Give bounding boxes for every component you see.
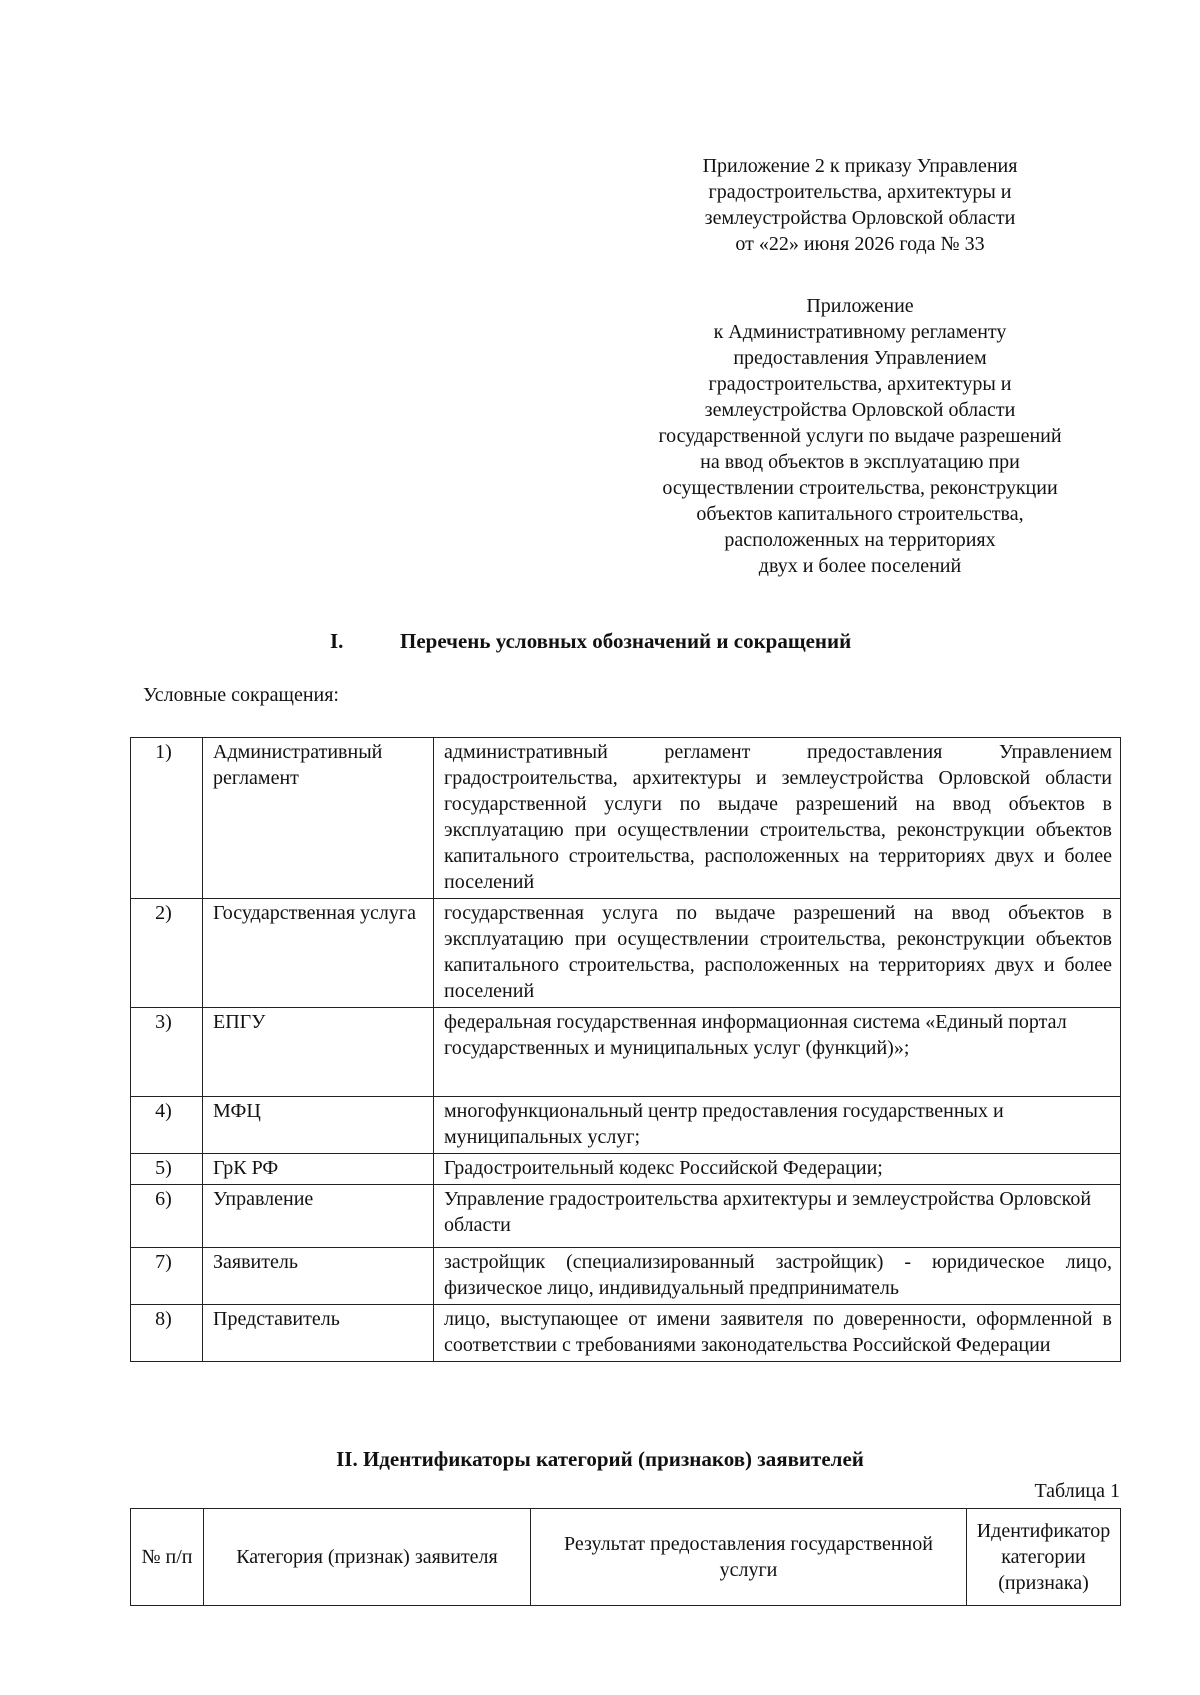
row-term: ЕПГУ [203, 1008, 434, 1097]
annex-line: на ввод объектов в эксплуатацию при [700, 451, 1020, 473]
row-number: 6) [131, 1185, 203, 1248]
row-definition: Управление градостроительства архитектуры и землеустройства Орловской области [434, 1185, 1121, 1248]
row-definition: многофункциональный центр предоставления государственных и муниципальных услуг; [434, 1097, 1121, 1154]
row-term: Административный регламент [203, 738, 434, 899]
abbreviations-table [130, 737, 1121, 1362]
row-term: Представитель [203, 1305, 434, 1362]
abbreviations-intro: Условные сокращения: [143, 684, 339, 706]
table-caption: Таблица 1 [1034, 1480, 1120, 1502]
section1-heading [330, 628, 851, 654]
section1-title: Перечень условных обозначений и сокращений [400, 629, 852, 653]
table-row [131, 1248, 1121, 1305]
row-number: 7) [131, 1248, 203, 1305]
row-term: Государственная услуга [203, 899, 434, 1008]
section1-number: I. [330, 629, 344, 653]
table-header-row [131, 1509, 1121, 1606]
annex-header [610, 293, 1110, 579]
row-definition: государственная услуга по выдаче разрешений на ввод объектов в эксплуатацию при осуществлении строительства, реконструкции объектов капитального строительства, расположенных на территориях двух и более поселений [434, 899, 1121, 1008]
column-header-result: Результат предоставления государственной услуги [531, 1509, 967, 1606]
table-row [131, 1305, 1121, 1362]
row-definition: федеральная государственная информационная система «Единый портал государственных и муниципальных услуг (функций)»; [434, 1008, 1121, 1097]
annex2-header [640, 153, 1080, 257]
row-number: 2) [131, 899, 203, 1008]
annex-line: объектов капитального строительства, [696, 503, 1024, 525]
row-number: 4) [131, 1097, 203, 1154]
table-row [131, 1008, 1121, 1097]
annex-line: Приложение [806, 295, 914, 317]
annex-line: расположенных на территориях [724, 529, 996, 551]
annex-line: градостроительства, архитектуры и [708, 373, 1012, 395]
annex-line: к Административному регламенту [713, 321, 1007, 343]
row-term: ГрК РФ [203, 1154, 434, 1185]
table-row [131, 738, 1121, 899]
column-header-number: № п/п [131, 1509, 204, 1606]
annex2-line: от «22» июня 2026 года № 33 [735, 233, 985, 255]
row-number: 1) [131, 738, 203, 899]
row-definition: административный регламент предоставления Управлением градостроительства, архитектуры и землеустройства Орловской области государственной услуги по выдаче разрешений на ввод объектов в эксплуатацию при осуществлении строительства, реконструкции объектов капитального строительства, расположенных на территориях двух и более поселений [434, 738, 1121, 899]
row-definition: Градостроительный кодекс Российской Федерации; [434, 1154, 1121, 1185]
row-term: Заявитель [203, 1248, 434, 1305]
annex2-line: Приложение 2 к приказу Управления [702, 155, 1018, 177]
table-row [131, 1154, 1121, 1185]
annex-line: осуществлении строительства, реконструкции [662, 477, 1058, 499]
row-definition: застройщик (специализированный застройщик) - юридическое лицо, физическое лицо, индивидуальный предприниматель [434, 1248, 1121, 1305]
table-row [131, 1097, 1121, 1154]
row-term: МФЦ [203, 1097, 434, 1154]
section2-heading: II. Идентификаторы категорий (признаков) заявителей [336, 1447, 864, 1471]
row-definition: лицо, выступающее от имени заявителя по доверенности, оформленной в соответствии с требованиями законодательства Российской Федерации [434, 1305, 1121, 1362]
row-term: Управление [203, 1185, 434, 1248]
column-header-category: Категория (признак) заявителя [204, 1509, 531, 1606]
annex2-line: градостроительства, архитектуры и [708, 181, 1012, 203]
annex-line: землеустройства Орловской области [704, 399, 1016, 421]
annex-line: предоставления Управлением [733, 347, 987, 369]
column-header-identifier: Идентификатор категории (признака) [967, 1509, 1121, 1606]
row-number: 3) [131, 1008, 203, 1097]
annex-line: государственной услуги по выдаче разрешений [658, 425, 1062, 447]
row-number: 5) [131, 1154, 203, 1185]
row-number: 8) [131, 1305, 203, 1362]
annex2-line: землеустройства Орловской области [704, 207, 1016, 229]
table-row [131, 899, 1121, 1008]
annex-line: двух и более поселений [758, 555, 962, 577]
categories-table [130, 1508, 1121, 1606]
table-row [131, 1185, 1121, 1248]
